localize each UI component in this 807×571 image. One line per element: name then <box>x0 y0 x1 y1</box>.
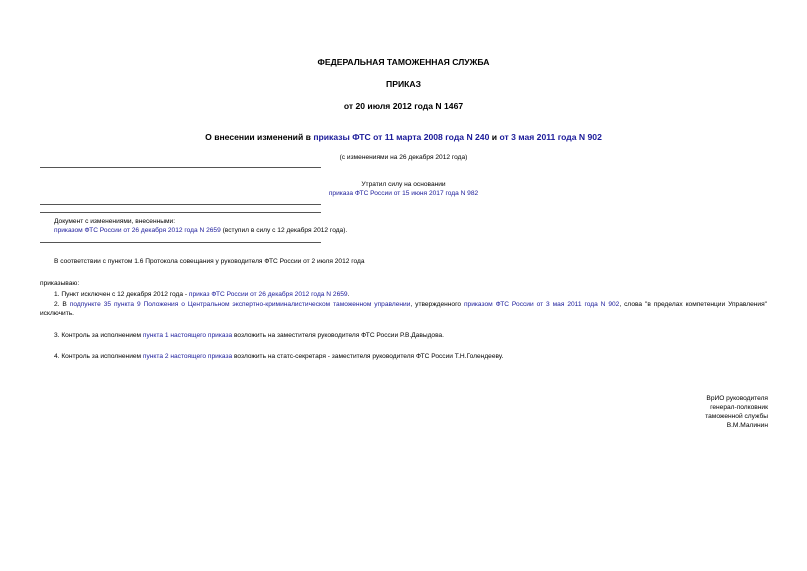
changes-line <box>54 226 554 235</box>
signature-block <box>560 394 768 430</box>
signature-rank: генерал-полковник <box>710 404 768 411</box>
agency-name: ФЕДЕРАЛЬНАЯ ТАМОЖЕННАЯ СЛУЖБА <box>317 57 490 67</box>
title-link-order-902[interactable]: от 3 мая 2011 года N 902 <box>499 132 602 142</box>
invalid-notice-text: Утратил силу на основании <box>361 181 446 188</box>
invalid-notice <box>0 180 807 198</box>
item-4-link[interactable]: пункта 2 настоящего приказа <box>142 353 233 360</box>
item-2 <box>40 300 767 318</box>
changes-intro: Документ с изменениями, внесенными: <box>54 218 176 225</box>
title-link-order-240[interactable]: приказы ФТС от 11 марта 2008 года N 240 <box>313 132 490 142</box>
item-1 <box>54 290 767 299</box>
document-date: от 20 июля 2012 года N 1467 <box>343 101 464 111</box>
item-1-link[interactable]: приказ ФТС России от 26 декабря 2012 года N 2659 <box>188 291 348 298</box>
item-2-text-b: , утвержденного <box>410 301 464 308</box>
item-2-text-c: , слова "в пределах компетенции Управления" исключить. <box>40 301 767 317</box>
item-1-text: 1. Пункт исключен с 12 декабря 2012 года - <box>54 291 189 298</box>
divider-1 <box>40 167 321 168</box>
divider-2 <box>40 204 321 205</box>
signature-title: ВрИО руководителя <box>706 395 768 402</box>
changes-link-order-2659[interactable]: приказом ФТС России от 26 декабря 2012 года N 2659 <box>54 227 221 234</box>
changes-block <box>54 217 554 235</box>
title-prefix: О внесении изменений в <box>205 132 314 142</box>
signature-service: таможенной службы <box>705 413 768 420</box>
item-2-text-a: 2. В <box>54 301 70 308</box>
item-2-link-order-902[interactable]: приказом ФТС России от 3 мая 2011 года N 902 <box>463 301 620 308</box>
item-3-text-a: 3. Контроль за исполнением <box>54 332 143 339</box>
item-3 <box>54 331 767 340</box>
item-4-text-a: 4. Контроль за исполнением <box>54 353 143 360</box>
order-word: приказываю: <box>40 280 80 287</box>
document-type: ПРИКАЗ <box>386 79 421 89</box>
document-title <box>0 132 807 143</box>
signature-name: В.М.Малинин <box>726 422 768 429</box>
item-2-link-regulation[interactable]: подпункте 35 пункта 9 Положения о Центральном экспертно-криминалистическом таможенном управлении <box>69 301 411 308</box>
invalid-notice-link[interactable]: приказа ФТС России от 15 июня 2017 года N 982 <box>328 190 479 197</box>
item-4-text-b: возложить на статс-секретаря - заместителя руководителя ФТС России Т.Н.Голендееву. <box>232 353 504 360</box>
preamble: В соответствии с пунктом 1.6 Протокола совещания у руководителя ФТС России от 2 июля 2012 года <box>54 258 365 265</box>
changes-suffix: (вступил в силу с 12 декабря 2012 года). <box>220 227 348 234</box>
title-conjunction: и <box>489 132 500 142</box>
divider-4 <box>40 242 321 243</box>
item-4 <box>54 352 767 361</box>
divider-3 <box>40 212 321 213</box>
item-1-end: . <box>347 291 350 298</box>
revision-note: (с изменениями на 26 декабря 2012 года) <box>339 154 468 161</box>
item-3-text-b: возложить на заместителя руководителя ФТС России Р.В.Давыдова. <box>232 332 445 339</box>
item-3-link[interactable]: пункта 1 настоящего приказа <box>142 332 233 339</box>
